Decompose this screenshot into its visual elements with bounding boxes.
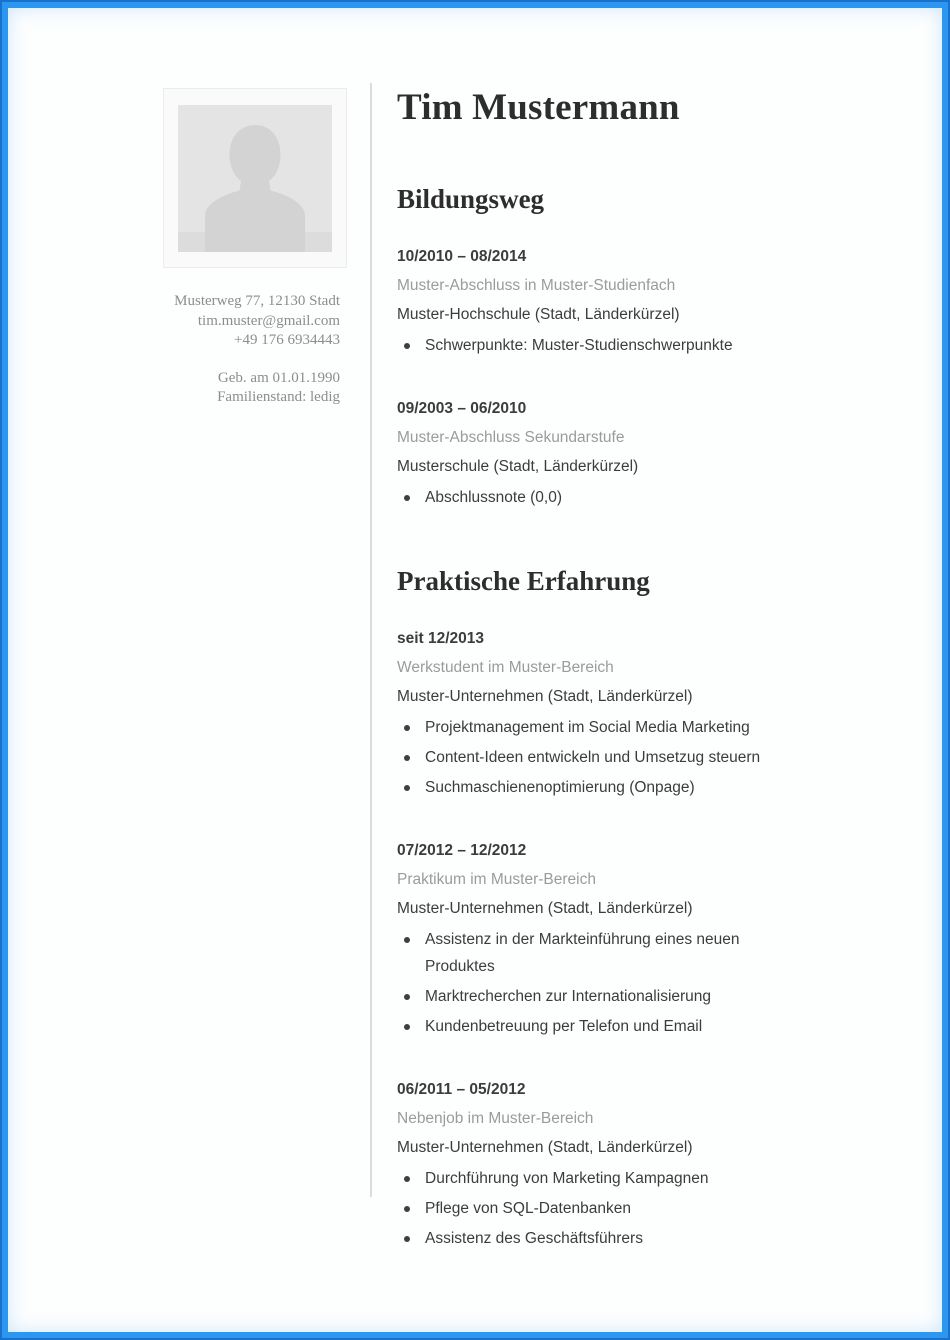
entry-period: 09/2003 – 06/2010: [397, 400, 527, 417]
entry-subtitle: Muster-Abschluss Sekundarstufe: [397, 429, 625, 446]
bullet-item: Projektmanagement im Social Media Marketing: [397, 712, 827, 742]
bullet-item: Schwerpunkte: Muster-Studienschwerpunkte: [397, 330, 827, 360]
page-title: Tim Mustermann: [397, 87, 680, 128]
entry-subtitle: Nebenjob im Muster-Bereich: [397, 1110, 594, 1127]
profile-photo-placeholder: [178, 105, 332, 252]
bullet-dot-icon: [404, 725, 410, 731]
contact-block: [38, 292, 340, 408]
bullet-item: Assistenz in der Markteinführung eines neuen Produktes: [397, 924, 827, 981]
entry-bullet-list: [397, 712, 827, 802]
section-title-bildungsweg: Bildungsweg: [397, 184, 545, 214]
entry-organization: Muster-Hochschule (Stadt, Länderkürzel): [397, 306, 680, 323]
bullet-dot-icon: [404, 1176, 410, 1182]
contact-email: tim.muster@gmail.com: [197, 312, 340, 329]
contact-phone: +49 176 6934443: [234, 332, 340, 348]
entry-bullet-list: [397, 482, 827, 512]
main-column: [397, 86, 837, 1253]
section-title-praktische-erfahrung: Praktische Erfahrung: [397, 566, 650, 596]
education-entry: [397, 242, 827, 360]
entry-period: 06/2011 – 05/2012: [397, 1081, 526, 1098]
entry-subtitle: Werkstudent im Muster-Bereich: [397, 659, 614, 676]
entry-period: 10/2010 – 08/2014: [397, 248, 527, 265]
bullet-dot-icon: [404, 495, 410, 501]
bullet-dot-icon: [404, 1024, 410, 1030]
entry-bullet-list: [397, 1163, 827, 1253]
cv-page: [2, 2, 948, 1338]
bullet-dot-icon: [404, 755, 410, 761]
contact-address: Musterweg 77, 12130 Stadt: [174, 293, 340, 309]
bullet-item: Kundenbetreuung per Telefon und Email: [397, 1011, 827, 1041]
entry-organization: Musterschule (Stadt, Länderkürzel): [397, 458, 639, 475]
bullet-item: Content-Ideen entwickeln und Umsetzug steuern: [397, 742, 827, 772]
contact-birthdate: Geb. am 01.01.1990: [217, 369, 340, 386]
bullet-item: Marktrecherchen zur Internationalisierung: [397, 981, 827, 1011]
entry-subtitle: Praktikum im Muster-Bereich: [397, 871, 596, 888]
experience-entry: [397, 1075, 827, 1253]
bullet-item: Suchmaschienenoptimierung (Onpage): [397, 772, 827, 802]
entry-bullet-list: [397, 330, 827, 360]
bullet-dot-icon: [404, 1236, 410, 1242]
entry-period: seit 12/2013: [397, 630, 485, 647]
contact-marital-status: Familienstand: ledig: [217, 389, 340, 405]
photo-frame: [163, 88, 347, 268]
bullet-dot-icon: [404, 1206, 410, 1212]
entry-organization: Muster-Unternehmen (Stadt, Länderkürzel): [397, 688, 693, 705]
bullet-dot-icon: [404, 937, 410, 943]
entry-subtitle: Muster-Abschluss in Muster-Studienfach: [397, 277, 676, 294]
entry-period: 07/2012 – 12/2012: [397, 842, 527, 859]
person-silhouette-icon: [178, 105, 332, 252]
entry-bullet-list: [397, 924, 827, 1041]
bullet-item: Durchführung von Marketing Kampagnen: [397, 1163, 827, 1193]
bullet-dot-icon: [404, 343, 410, 349]
entry-organization: Muster-Unternehmen (Stadt, Länderkürzel): [397, 1139, 693, 1156]
entry-organization: Muster-Unternehmen (Stadt, Länderkürzel): [397, 900, 693, 917]
experience-entry: [397, 836, 827, 1041]
bullet-item: Abschlussnote (0,0): [397, 482, 827, 512]
column-divider: [370, 83, 372, 1197]
bullet-item: Pflege von SQL-Datenbanken: [397, 1193, 827, 1223]
experience-entry: [397, 624, 827, 802]
education-entry: [397, 394, 827, 512]
bullet-dot-icon: [404, 994, 410, 1000]
bullet-item: Assistenz des Geschäftsführers: [397, 1223, 827, 1253]
bullet-dot-icon: [404, 785, 410, 791]
